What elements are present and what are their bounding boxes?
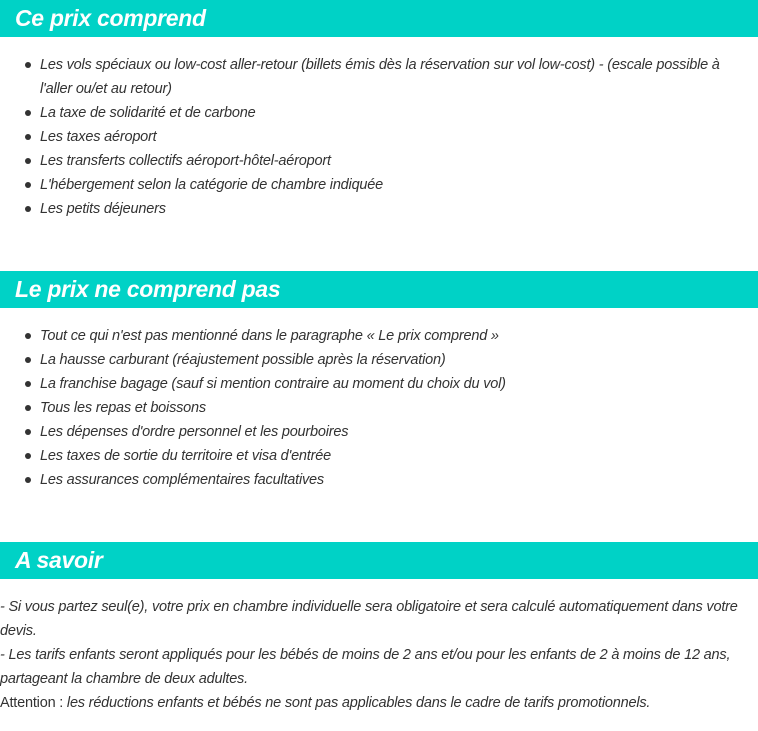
list-item: La taxe de solidarité et de carbone — [0, 101, 758, 125]
attention-text: les réductions enfants et bébés ne sont pas applicables dans le cadre de tarifs promotionnels. — [63, 695, 651, 711]
list-item: Les transferts collectifs aéroport-hôtel-aéroport — [0, 149, 758, 173]
excluded-section-title: Le prix ne comprend pas — [15, 276, 281, 302]
list-item: Les taxes aéroport — [0, 125, 758, 149]
excluded-list — [0, 324, 758, 492]
included-section-header — [0, 0, 758, 37]
list-item: Les petits déjeuners — [0, 197, 758, 221]
list-item: La hausse carburant (réajustement possible après la réservation) — [0, 348, 758, 372]
list-item: Tout ce qui n'est pas mentionné dans le paragraphe « Le prix comprend » — [0, 324, 758, 348]
attention-label: Attention : — [0, 695, 64, 711]
included-list — [0, 53, 758, 221]
notes-section-title: A savoir — [15, 547, 103, 573]
notes-body — [0, 595, 752, 715]
notes-section-header — [0, 542, 758, 579]
single-traveller-note: - Si vous partez seul(e), votre prix en chambre individuelle sera obligatoire et sera calculé automatiquement dans votre devis. — [0, 599, 738, 639]
list-item: Les vols spéciaux ou low-cost aller-retour (billets émis dès la réservation sur vol low-cost) - (escale possible à l'aller ou/et au retour) — [0, 53, 758, 101]
attention-note — [0, 691, 752, 715]
list-item: Les dépenses d'ordre personnel et les pourboires — [0, 420, 758, 444]
included-section-title: Ce prix comprend — [15, 5, 206, 31]
list-item: L'hébergement selon la catégorie de chambre indiquée — [0, 173, 758, 197]
list-item: Les assurances complémentaires facultatives — [0, 468, 758, 492]
child-rates-note: - Les tarifs enfants seront appliqués pour les bébés de moins de 2 ans et/ou pour les enfants de 2 à moins de 12 ans, partageant la chambre de deux adultes. — [0, 647, 731, 687]
list-item: Les taxes de sortie du territoire et visa d'entrée — [0, 444, 758, 468]
list-item: La franchise bagage (sauf si mention contraire au moment du choix du vol) — [0, 372, 758, 396]
excluded-section-header — [0, 271, 758, 308]
list-item: Tous les repas et boissons — [0, 396, 758, 420]
